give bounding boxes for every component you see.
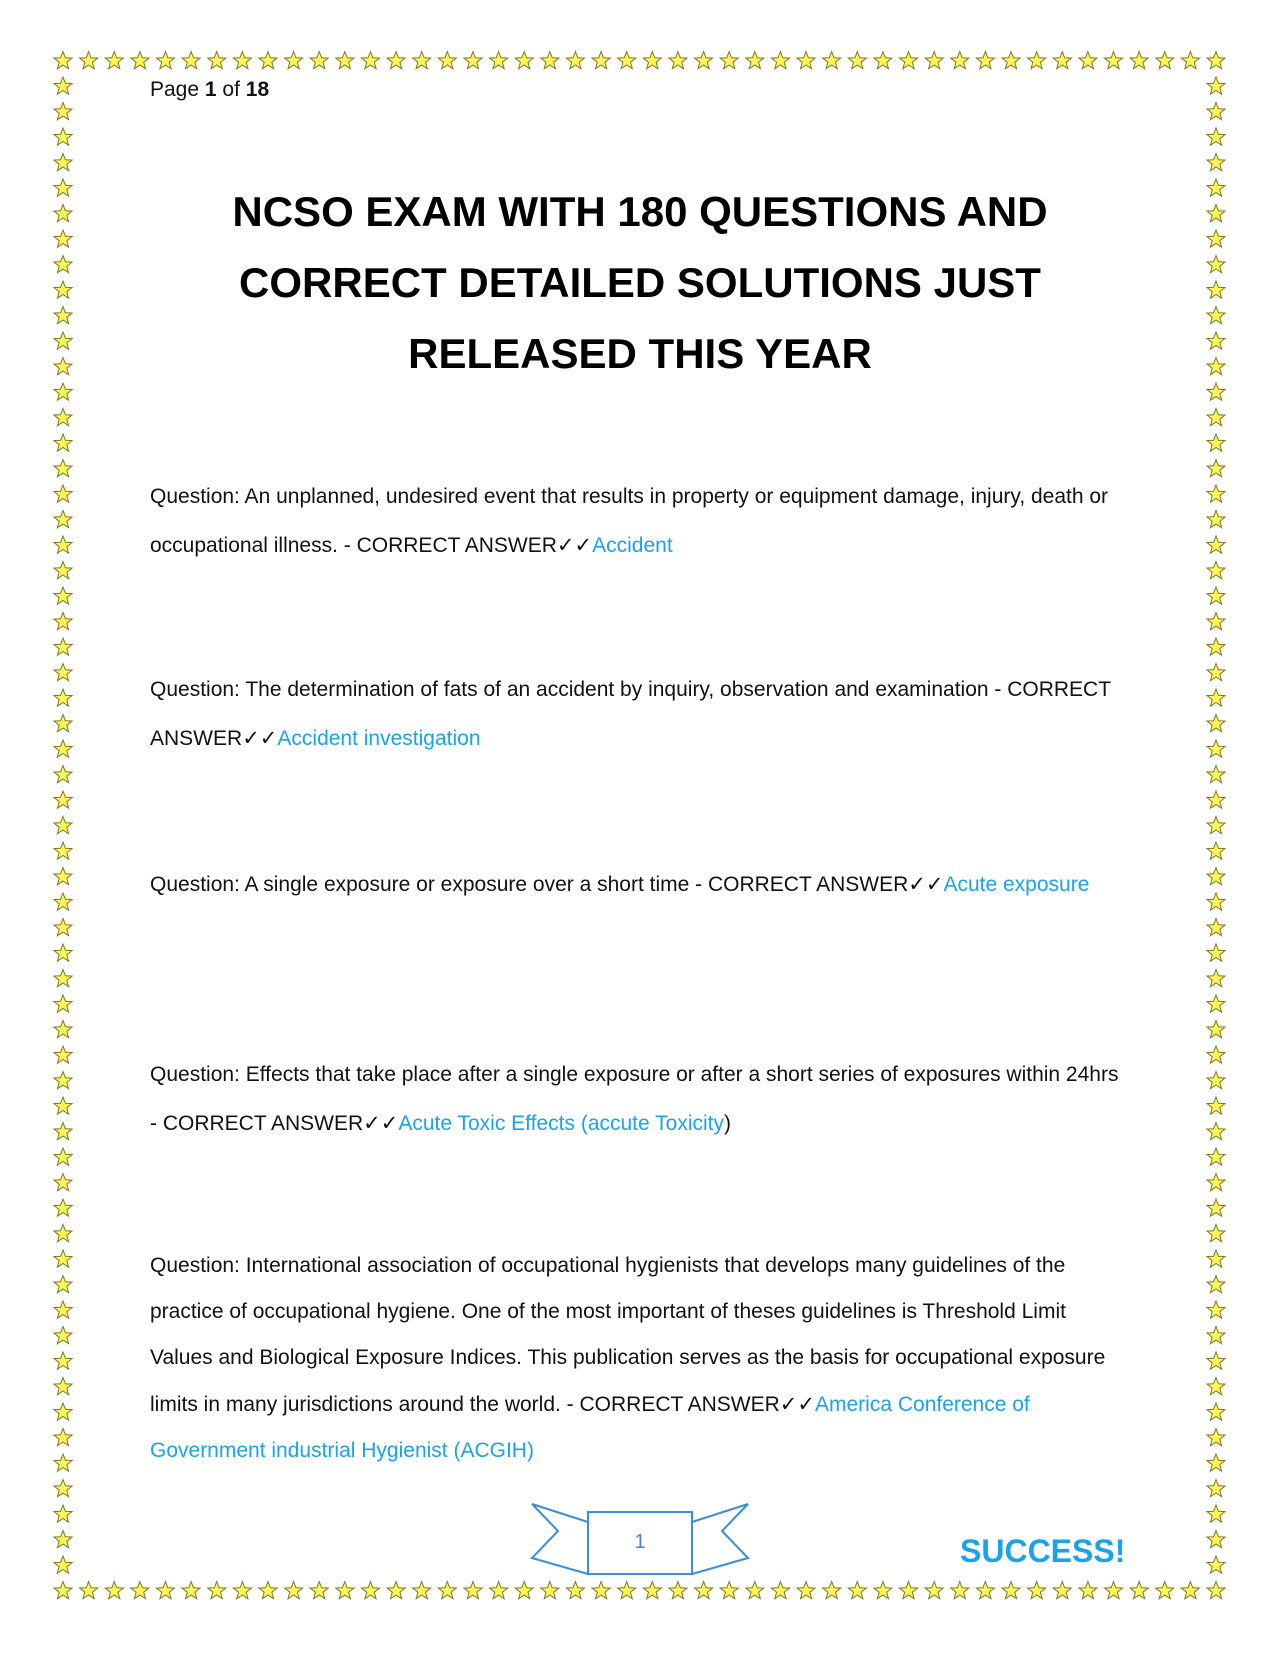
star-icon — [54, 307, 72, 324]
star-icon — [54, 1250, 72, 1267]
star-icon — [720, 52, 738, 69]
star-icon — [1207, 1250, 1225, 1267]
star-icon — [310, 1582, 328, 1599]
star-icon — [54, 1582, 72, 1599]
star-icon — [797, 52, 815, 69]
star-icon — [1207, 536, 1225, 553]
star-icon — [413, 1582, 431, 1599]
star-icon — [643, 52, 661, 69]
star-icon — [541, 1582, 559, 1599]
star-icon — [1207, 1123, 1225, 1140]
star-icon — [1181, 1582, 1199, 1599]
star-icon — [80, 1582, 98, 1599]
star-icon — [1207, 868, 1225, 885]
star-icon — [54, 1021, 72, 1038]
star-icon — [1053, 52, 1071, 69]
star-icon — [1207, 1454, 1225, 1471]
star-icon — [1156, 1582, 1174, 1599]
star-icon — [54, 511, 72, 528]
star-icon — [1207, 358, 1225, 375]
star-icon — [54, 664, 72, 681]
star-icon — [1207, 689, 1225, 706]
star-icon — [310, 52, 328, 69]
star-icon — [1207, 485, 1225, 502]
star-icon — [54, 1429, 72, 1446]
star-icon — [618, 52, 636, 69]
star-icon — [874, 1582, 892, 1599]
star-icon — [208, 1582, 226, 1599]
star-icon — [54, 893, 72, 910]
star-icon — [54, 179, 72, 196]
star-icon — [1207, 995, 1225, 1012]
star-icon — [1207, 256, 1225, 273]
page-total: 18 — [245, 78, 270, 101]
star-icon — [1130, 1582, 1148, 1599]
star-icon — [976, 1582, 994, 1599]
star-icon — [54, 1148, 72, 1165]
star-icon — [54, 1097, 72, 1114]
star-icon — [1207, 1556, 1225, 1573]
star-icon — [54, 1556, 72, 1573]
ribbon-page-number: 1 — [634, 1531, 646, 1553]
star-icon — [1207, 1327, 1225, 1344]
star-icon — [285, 52, 303, 69]
star-icon — [1053, 1582, 1071, 1599]
star-icon — [746, 1582, 764, 1599]
star-icon — [336, 1582, 354, 1599]
star-icon — [54, 1174, 72, 1191]
star-icon — [1207, 1429, 1225, 1446]
star-icon — [233, 52, 251, 69]
star-icon — [1207, 1225, 1225, 1242]
star-icon — [1207, 1582, 1225, 1599]
checkmark-icon: ✓✓ — [363, 1111, 399, 1135]
checkmark-icon: ✓✓ — [779, 1392, 815, 1416]
star-icon — [1028, 1582, 1046, 1599]
question-text: Question: International association of occupational hygienists that develops many guidelines of the practice of occupational hygiene. One of the most important of theses guidelines is Threshold Limit Values and Biological Exposure Indices. This publication serves as the basis for occupational exposure limits in many jurisdictions around the world. - CORRECT ANSWER — [150, 1254, 1106, 1416]
star-icon — [413, 52, 431, 69]
star-icon — [54, 842, 72, 859]
star-icon — [1207, 970, 1225, 987]
title-line-3: RELEASED THIS YEAR — [408, 330, 872, 377]
star-icon — [720, 1582, 738, 1599]
document-title — [140, 176, 1140, 389]
star-icon — [848, 1582, 866, 1599]
star-icon — [157, 1582, 175, 1599]
star-icon — [1207, 766, 1225, 783]
ribbon-left-tail — [532, 1504, 588, 1574]
checkmark-icon: ✓✓ — [556, 533, 593, 557]
star-icon — [1207, 205, 1225, 222]
star-icon — [1207, 154, 1225, 171]
star-icon — [618, 1582, 636, 1599]
star-icon — [1130, 52, 1148, 69]
star-icon — [54, 536, 72, 553]
star-icon — [464, 1582, 482, 1599]
star-icon — [361, 52, 379, 69]
star-icon — [1207, 230, 1225, 247]
star-icon — [336, 52, 354, 69]
star-icon — [566, 1582, 584, 1599]
star-icon — [1207, 1046, 1225, 1063]
star-icon — [54, 587, 72, 604]
star-icon — [900, 52, 918, 69]
star-icon — [1207, 1174, 1225, 1191]
star-icon — [105, 52, 123, 69]
star-icon — [1207, 1276, 1225, 1293]
star-icon — [951, 1582, 969, 1599]
star-icon — [54, 1276, 72, 1293]
star-icon — [54, 154, 72, 171]
star-icon — [131, 1582, 149, 1599]
star-icon — [925, 1582, 943, 1599]
star-icon — [1207, 1199, 1225, 1216]
star-icon — [771, 1582, 789, 1599]
star-icon — [1207, 1505, 1225, 1522]
question-text: Question: Effects that take place after a single exposure or after a short series of exposures within 24hrs - CORRECT ANSWER — [150, 1063, 1119, 1135]
star-icon — [1207, 842, 1225, 859]
star-icon — [54, 1046, 72, 1063]
star-icon — [1156, 52, 1174, 69]
star-icon — [1207, 1352, 1225, 1369]
star-icon — [1207, 434, 1225, 451]
star-icon — [1207, 664, 1225, 681]
star-icon — [695, 1582, 713, 1599]
star-icon — [182, 1582, 200, 1599]
star-icon — [464, 52, 482, 69]
star-icon — [80, 52, 98, 69]
question-text: Question: The determination of fats of an accident by inquiry, observation and examination - CORRECT ANSWER — [150, 678, 1111, 750]
star-icon — [1207, 893, 1225, 910]
star-icon — [874, 52, 892, 69]
star-icon — [54, 689, 72, 706]
star-icon — [54, 715, 72, 732]
star-icon — [54, 409, 72, 426]
star-icon — [259, 52, 277, 69]
star-icon — [771, 52, 789, 69]
star-icon — [1002, 1582, 1020, 1599]
star-icon — [1207, 1021, 1225, 1038]
star-icon — [1207, 128, 1225, 145]
star-icon — [1207, 383, 1225, 400]
answer-text: Accident — [592, 534, 673, 557]
star-icon — [746, 52, 764, 69]
page-prefix: Page — [150, 78, 200, 101]
star-icon — [1207, 740, 1225, 757]
star-icon — [1079, 1582, 1097, 1599]
star-icon — [54, 1123, 72, 1140]
star-icon — [54, 77, 72, 94]
question-block-4 — [150, 1051, 1130, 1148]
star-icon — [1207, 638, 1225, 655]
star-icon — [285, 1582, 303, 1599]
checkmark-icon: ✓✓ — [242, 726, 278, 750]
star-icon — [823, 1582, 841, 1599]
star-icon — [1207, 1301, 1225, 1318]
star-icon — [541, 52, 559, 69]
star-icon — [1002, 52, 1020, 69]
star-icon — [490, 52, 508, 69]
title-line-2: CORRECT DETAILED SOLUTIONS JUST — [239, 259, 1041, 306]
answer-text: Acute Toxic Effects (accute Toxicity — [398, 1112, 724, 1135]
star-icon — [131, 52, 149, 69]
star-icon — [438, 1582, 456, 1599]
star-icon — [643, 1582, 661, 1599]
star-icon — [54, 485, 72, 502]
star-icon — [515, 52, 533, 69]
star-icon — [1207, 562, 1225, 579]
star-icon — [1207, 817, 1225, 834]
page-number-label — [150, 78, 269, 102]
star-icon — [54, 1072, 72, 1089]
star-icon — [54, 1301, 72, 1318]
star-icon — [54, 740, 72, 757]
star-icon — [823, 52, 841, 69]
question-block-1 — [150, 473, 1130, 570]
answer-text: Accident investigation — [277, 727, 481, 750]
star-icon — [54, 970, 72, 987]
star-icon — [54, 1403, 72, 1420]
star-icon — [1207, 1072, 1225, 1089]
star-icon — [233, 1582, 251, 1599]
star-icon — [54, 613, 72, 630]
checkmark-icon: ✓✓ — [908, 872, 944, 896]
page-of: of — [222, 78, 240, 101]
star-icon — [54, 358, 72, 375]
star-icon — [1105, 1582, 1123, 1599]
star-icon — [1207, 511, 1225, 528]
star-icon — [54, 230, 72, 247]
star-icon — [54, 919, 72, 936]
star-icon — [1207, 409, 1225, 426]
star-icon — [1207, 332, 1225, 349]
title-line-1: NCSO EXAM WITH 180 QUESTIONS AND — [232, 188, 1048, 235]
star-icon — [54, 52, 72, 69]
answer-text: Acute exposure — [943, 873, 1090, 896]
star-icon — [1207, 103, 1225, 120]
star-icon — [54, 128, 72, 145]
star-icon — [54, 1454, 72, 1471]
star-icon — [387, 52, 405, 69]
answer-text: America Conference of Government industrial Hygienist (ACGIH) — [150, 1393, 1030, 1462]
star-icon — [669, 1582, 687, 1599]
star-icon — [1207, 587, 1225, 604]
star-icon — [54, 562, 72, 579]
star-icon — [1207, 715, 1225, 732]
star-icon — [1105, 52, 1123, 69]
star-icon — [669, 52, 687, 69]
star-icon — [54, 995, 72, 1012]
star-icon — [157, 52, 175, 69]
star-icon — [1207, 944, 1225, 961]
star-icon — [54, 1352, 72, 1369]
star-icon — [1207, 1403, 1225, 1420]
star-icon — [1207, 1531, 1225, 1548]
star-icon — [1207, 281, 1225, 298]
star-icon — [1207, 460, 1225, 477]
star-icon — [54, 1327, 72, 1344]
star-icon — [54, 817, 72, 834]
star-icon — [54, 766, 72, 783]
star-icon — [54, 1531, 72, 1548]
star-icon — [1207, 613, 1225, 630]
star-icon — [951, 52, 969, 69]
star-icon — [54, 1378, 72, 1395]
star-icon — [182, 52, 200, 69]
answer-suffix: ) — [724, 1112, 731, 1135]
star-icon — [54, 256, 72, 273]
star-icon — [361, 1582, 379, 1599]
star-icon — [54, 1505, 72, 1522]
star-icon — [1207, 179, 1225, 196]
question-block-3 — [150, 860, 1130, 909]
star-icon — [1207, 77, 1225, 94]
star-icon — [438, 52, 456, 69]
star-icon — [1207, 919, 1225, 936]
question-text: Question: A single exposure or exposure over a short time - CORRECT ANSWER — [150, 873, 909, 896]
star-icon — [54, 944, 72, 961]
star-icon — [54, 332, 72, 349]
star-icon — [54, 103, 72, 120]
star-icon — [54, 1199, 72, 1216]
star-icon — [515, 1582, 533, 1599]
star-icon — [105, 1582, 123, 1599]
star-icon — [925, 52, 943, 69]
star-icon — [208, 52, 226, 69]
question-block-5 — [150, 1243, 1130, 1474]
star-icon — [848, 52, 866, 69]
star-icon — [1207, 1148, 1225, 1165]
star-icon — [259, 1582, 277, 1599]
star-icon — [1181, 52, 1199, 69]
question-block-2 — [150, 666, 1130, 763]
star-icon — [1207, 52, 1225, 69]
star-icon — [1207, 791, 1225, 808]
star-icon — [54, 460, 72, 477]
star-icon — [900, 1582, 918, 1599]
star-icon — [1028, 52, 1046, 69]
star-icon — [1207, 1480, 1225, 1497]
star-icon — [592, 52, 610, 69]
star-icon — [592, 1582, 610, 1599]
ribbon-right-tail — [692, 1504, 748, 1574]
star-icon — [54, 868, 72, 885]
star-icon — [490, 1582, 508, 1599]
star-icon — [54, 638, 72, 655]
star-icon — [566, 52, 584, 69]
star-icon — [54, 1225, 72, 1242]
star-icon — [1207, 1378, 1225, 1395]
star-icon — [54, 383, 72, 400]
star-icon — [54, 1480, 72, 1497]
star-icon — [797, 1582, 815, 1599]
star-icon — [54, 281, 72, 298]
question-text: Question: An unplanned, undesired event that results in property or equipment damage, injury, death or occupational illness. - CORRECT ANSWER — [150, 485, 1109, 557]
star-icon — [54, 434, 72, 451]
star-icon — [1207, 1097, 1225, 1114]
star-icon — [976, 52, 994, 69]
star-icon — [54, 205, 72, 222]
star-icon — [54, 791, 72, 808]
star-icon — [695, 52, 713, 69]
page-current: 1 — [204, 78, 217, 101]
star-icon — [1207, 307, 1225, 324]
star-icon — [1079, 52, 1097, 69]
star-icon — [387, 1582, 405, 1599]
success-slogan: SUCCESS! — [960, 1533, 1126, 1569]
